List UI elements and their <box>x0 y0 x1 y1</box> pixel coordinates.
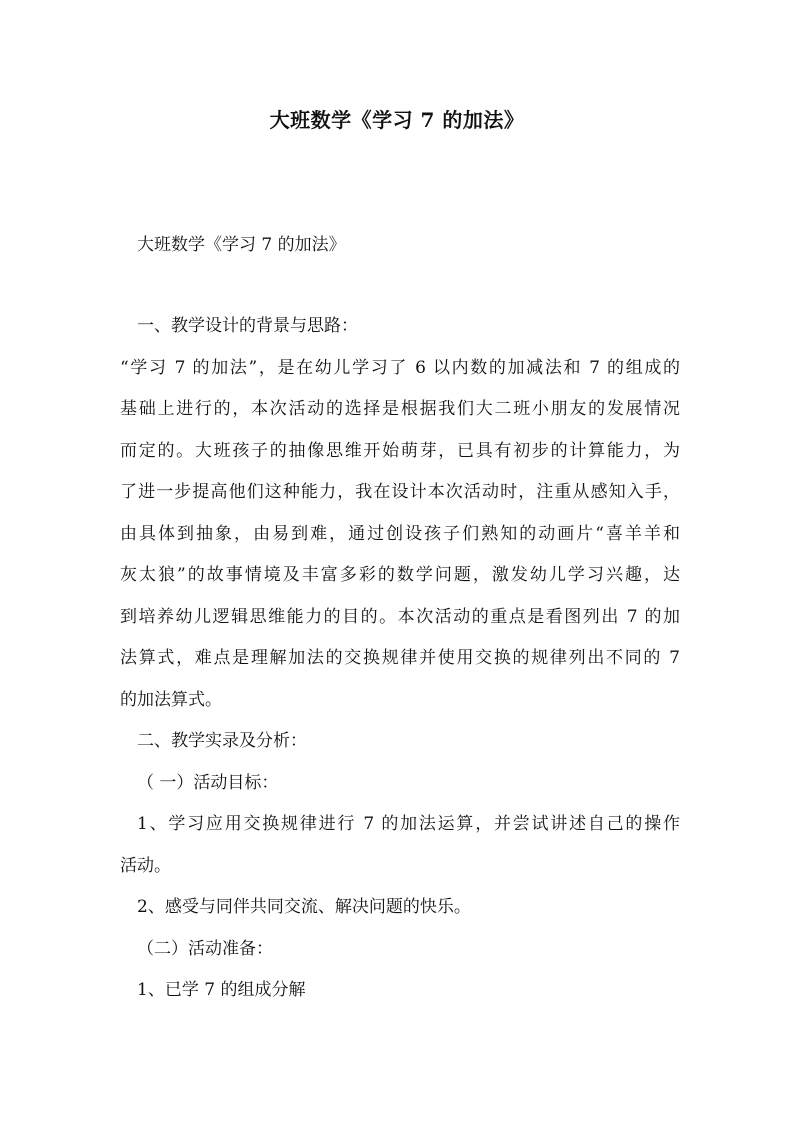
subsection-heading-preparation: （二）活动准备： <box>137 939 273 959</box>
subtitle-line: 大班数学《学习 7 的加法》 <box>137 235 346 255</box>
paragraph-line: 了进一步提高他们这种能力，我在设计本次活动时，注重从感知入手， <box>120 482 680 502</box>
paragraph-line: 由具体到抽象，由易到难，通过创设孩子们熟知的动画片“喜羊羊和 <box>120 524 680 544</box>
paragraph-line: 而定的。大班孩子的抽像思维开始萌芽，已具有初步的计算能力，为 <box>120 441 680 461</box>
list-item: 1、已学 7 的组成分解 <box>137 980 306 1000</box>
paragraph-line: 基础上进行的，本次活动的选择是根据我们大二班小朋友的发展情况 <box>120 399 680 419</box>
list-item: 1、学习应用交换规律进行 7 的加法运算，并尝试讲述自己的操作 <box>137 814 680 834</box>
document-title: 大班数学《学习 7 的加法》 <box>269 108 525 132</box>
paragraph-line: 到培养幼儿逻辑思维能力的目的。本次活动的重点是看图列出 7 的加 <box>120 607 680 627</box>
list-item: 2、感受与同伴共同交流、解决问题的快乐。 <box>137 897 471 917</box>
section-heading-2: 二、教学实录及分析： <box>137 731 307 751</box>
section-heading-1: 一、教学设计的背景与思路： <box>137 316 358 336</box>
paragraph-line: 灰太狼”的故事情境及丰富多彩的数学问题，激发幼儿学习兴趣，达 <box>120 565 680 585</box>
list-item-continuation: 活动。 <box>120 856 171 876</box>
paragraph-line: 法算式，难点是理解加法的交换规律并使用交换的规律列出不同的 7 <box>120 648 680 668</box>
paragraph-line: 的加法算式。 <box>120 690 222 710</box>
subsection-heading-goals: （ 一）活动目标： <box>137 773 279 793</box>
paragraph-line: “学习 7 的加法”，是在幼儿学习了 6 以内数的加减法和 7 的组成的 <box>120 358 680 378</box>
